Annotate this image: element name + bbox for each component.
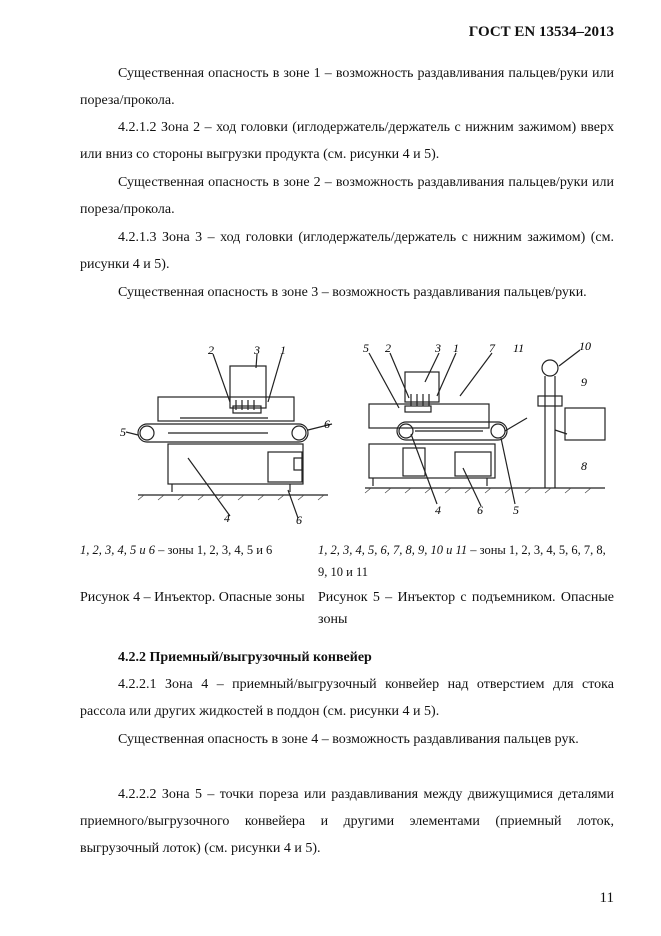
figure-4-caption: Рисунок 4 – Инъектор. Опасные зоны [80,590,305,605]
figure-4-legend [80,539,310,561]
legend-numbers: 1, 2, 3, 4, 5 и 6 [80,543,155,557]
figure-label: 5 [363,341,369,355]
figure-label: 1 [453,341,459,355]
paragraph-text: Существенная опасность в зоне 3 – возможность раздавливания пальцев/руки. [118,285,587,300]
paragraph [80,726,614,753]
legend-text: – зоны 1, 2, 3, 4, 5 и 6 [155,543,273,557]
paragraph-text: Существенная опасность в зоне 1 – возможность раздавливания пальцев/руки или пореза/прокола. [80,66,614,108]
paragraph-text: 4.2.1.2 Зона 2 – ход головки (иглодержатель/держатель с нижним зажимом) вверх или вниз со стороны выгрузки продукта (см. рисунки 4 и 5). [80,120,614,162]
paragraph [80,781,614,862]
paragraph-text: Существенная опасность в зоне 2 – возможность раздавливания пальцев/руки или пореза/прокола. [80,175,614,217]
figure-label: 1 [280,343,286,357]
figure-label: 8 [581,459,587,473]
figure-label: 6 [296,513,302,527]
figure-label: 4 [435,503,441,517]
paragraph-text: 4.2.2.1 Зона 4 – приемный/выгрузочный конвейер над отверстием для стока рассола или других жидкостей в поддон (см. рисунки 4 и 5). [80,677,614,719]
figure-label: 11 [513,341,525,355]
figure-label: 3 [254,343,260,357]
legend-text: – зоны 1, 2, 3, 4, 5, 6, 7, 8, 9, 10 и 11 [318,543,606,579]
page-number: 11 [599,890,614,906]
figure-label: 6 [477,503,483,517]
paragraph [80,114,614,168]
figure-label: 4 [224,511,230,525]
figure-label: 9 [581,375,587,389]
document-header: ГОСТ EN 13534–2013 [468,24,614,40]
figure-label: 6 [324,417,330,431]
figure-5-caption: Рисунок 5 – Инъектор с подъемником. Опасные зоны [318,590,614,627]
paragraph [80,224,614,278]
paragraph [80,169,614,223]
figure-label: 5 [513,503,519,517]
figure-4-drawing [118,340,338,530]
figure-label: 7 [489,341,495,355]
section-heading: 4.2.2 Приемный/выгрузочный конвейер [118,650,372,665]
paragraph [80,279,614,306]
figure-label: 2 [385,341,391,355]
paragraph-text: 4.2.1.3 Зона 3 – ход головки (иглодержатель/держатель с нижним зажимом) (см. рисунки 4 и 5). [80,230,614,272]
figure-label: 2 [208,343,214,357]
figure-label: 5 [120,425,126,439]
paragraph-text: 4.2.2.2 Зона 5 – точки пореза или раздавливания между движущимися деталями приемного/выгрузочного конвейера и другими элементами (приемный лоток, выгрузочный лоток) (см. рисунки 4 и 5). [80,787,614,856]
paragraph [80,60,614,114]
figure-label: 10 [579,339,591,353]
figure-label: 3 [435,341,441,355]
paragraph [80,671,614,725]
legend-numbers: 1, 2, 3, 4, 5, 6, 7, 8, 9, 10 и 11 [318,543,468,557]
figure-5-legend [318,539,614,583]
paragraph-text: Существенная опасность в зоне 4 – возможность раздавливания пальцев рук. [118,732,579,747]
figure-5-drawing [355,338,615,520]
